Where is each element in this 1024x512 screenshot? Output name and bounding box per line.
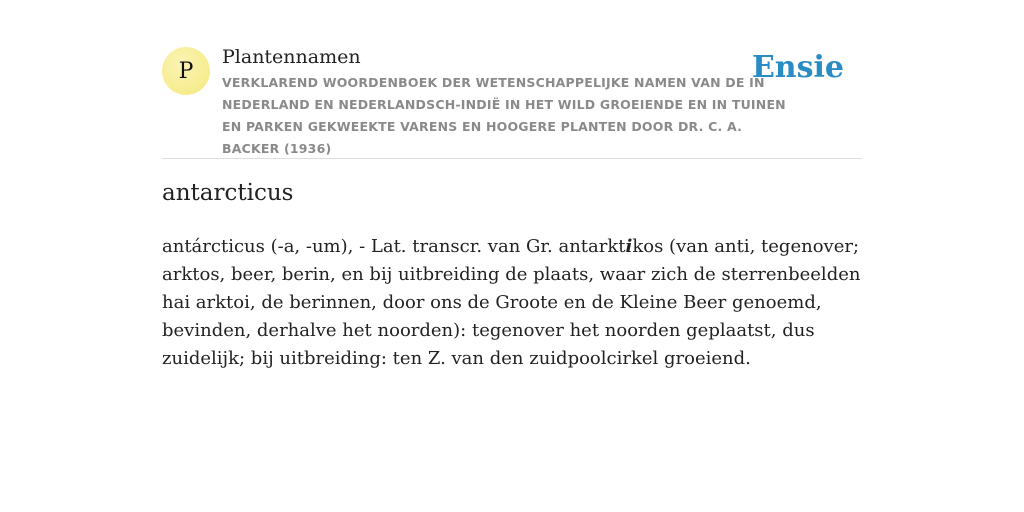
entry-definition xyxy=(162,233,862,373)
definition-marked-letter: i xyxy=(625,236,633,257)
ensie-logo[interactable]: Ensie xyxy=(751,50,844,85)
source-avatar[interactable] xyxy=(162,47,210,95)
source-description: VERKLAREND WOORDENBOEK DER WETENSCHAPPELIJKE NAMEN VAN DE IN NEDERLAND EN NEDERLANDSCH-INDIË IN HET WILD GROEIENDE EN IN TUINEN EN PARKEN GEKWEEKTE VARENS EN HOOGERE PLANTEN DOOR DR. C. A. BACKER (1936) xyxy=(222,75,786,156)
avatar-letter: P xyxy=(178,58,194,84)
definition-text-start: antárcticus (-a, -um), - Lat. transcr. van Gr. antarkt xyxy=(162,236,626,257)
source-title[interactable]: Plantennamen xyxy=(222,46,361,68)
entry-headword: antarcticus xyxy=(162,180,294,206)
definition-text-end: kos (van anti, tegenover; arktos, beer, berin, en bij uitbreiding de plaats, waar zich de sterrenbeelden hai arktoi, de berinnen, door ons de Groote en de Kleine Beer genoemd, bevinden, derhalve het noorden): tegenover het noorden geplaatst, dus zuidelijk; bij uitbreiding: ten Z. van den zuidpoolcirkel groeiend. xyxy=(162,236,861,369)
source-header xyxy=(162,40,862,159)
